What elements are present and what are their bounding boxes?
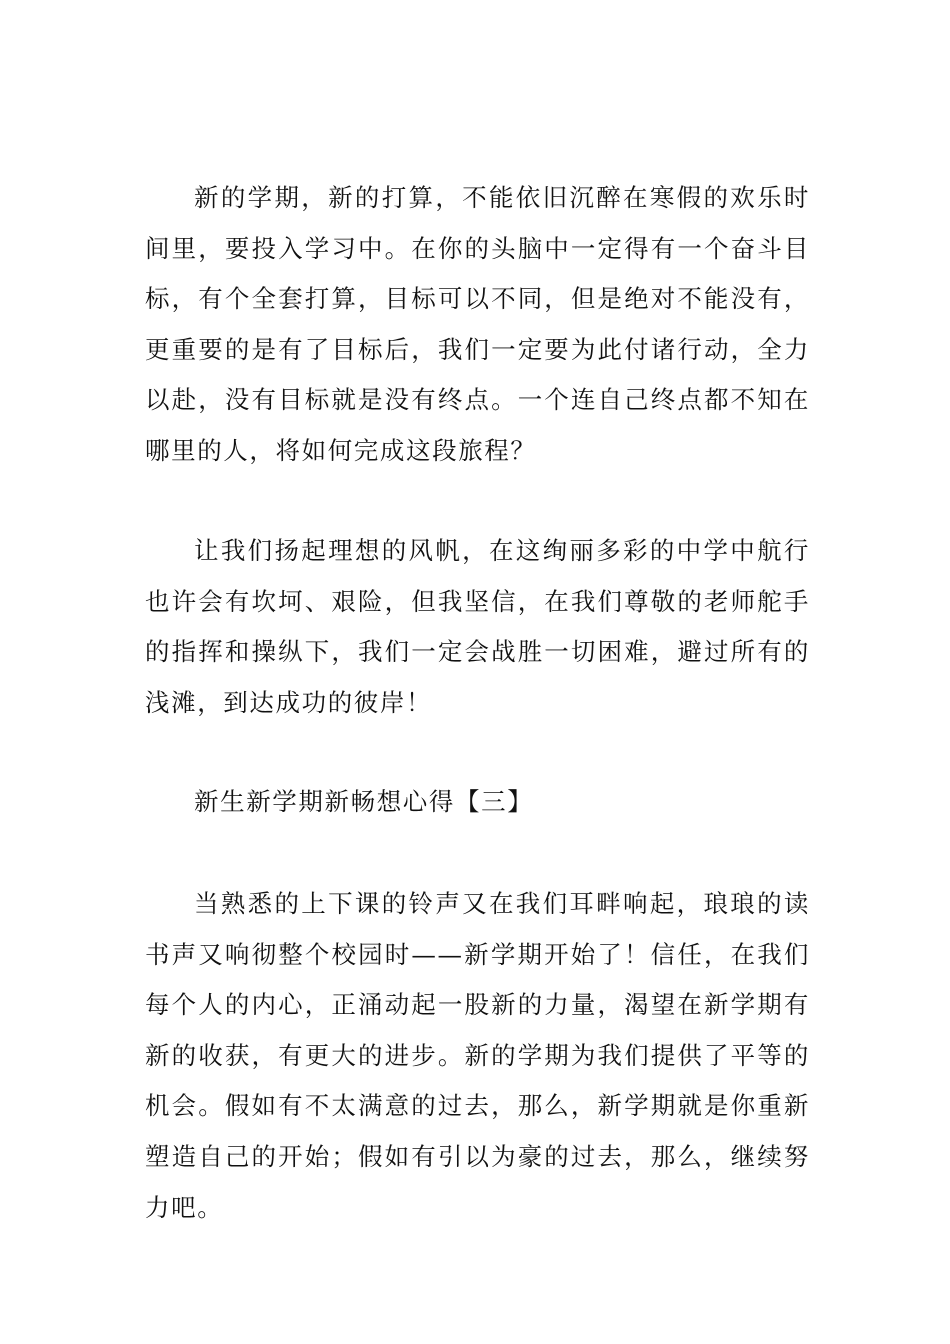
section-heading: 新生新学期新畅想心得【三】 xyxy=(194,787,534,816)
paragraph: 让我们扬起理想的风帆，在这绚丽多彩的中学中航行也许会有坎坷、艰险，但我坚信，在我们尊敬的老师舵手的指挥和操纵下，我们一定会战胜一切困难，避过所有的浅滩，到达成功的彼岸！ xyxy=(145,536,810,717)
paragraph: 新的学期，新的打算，不能依旧沉醉在寒假的欢乐时间里，要投入学习中。在你的头脑中一定得有一个奋斗目标，有个全套打算，目标可以不同，但是绝对不能没有，更重要的是有了目标后，我们一定要为此付诸行动，全力以赴，没有目标就是没有终点。一个连自己终点都不知在哪里的人，将如何完成这段旅程？ xyxy=(145,183,810,465)
paragraph: 当熟悉的上下课的铃声又在我们耳畔响起，琅琅的读书声又响彻整个校园时——新学期开始了！信任，在我们每个人的内心，正涌动起一股新的力量，渴望在新学期有新的收获，有更大的进步。新的学期为我们提供了平等的机会。假如有不太满意的过去，那么，新学期就是你重新塑造自己的开始；假如有引以为豪的过去，那么，继续努力吧。 xyxy=(145,889,810,1222)
